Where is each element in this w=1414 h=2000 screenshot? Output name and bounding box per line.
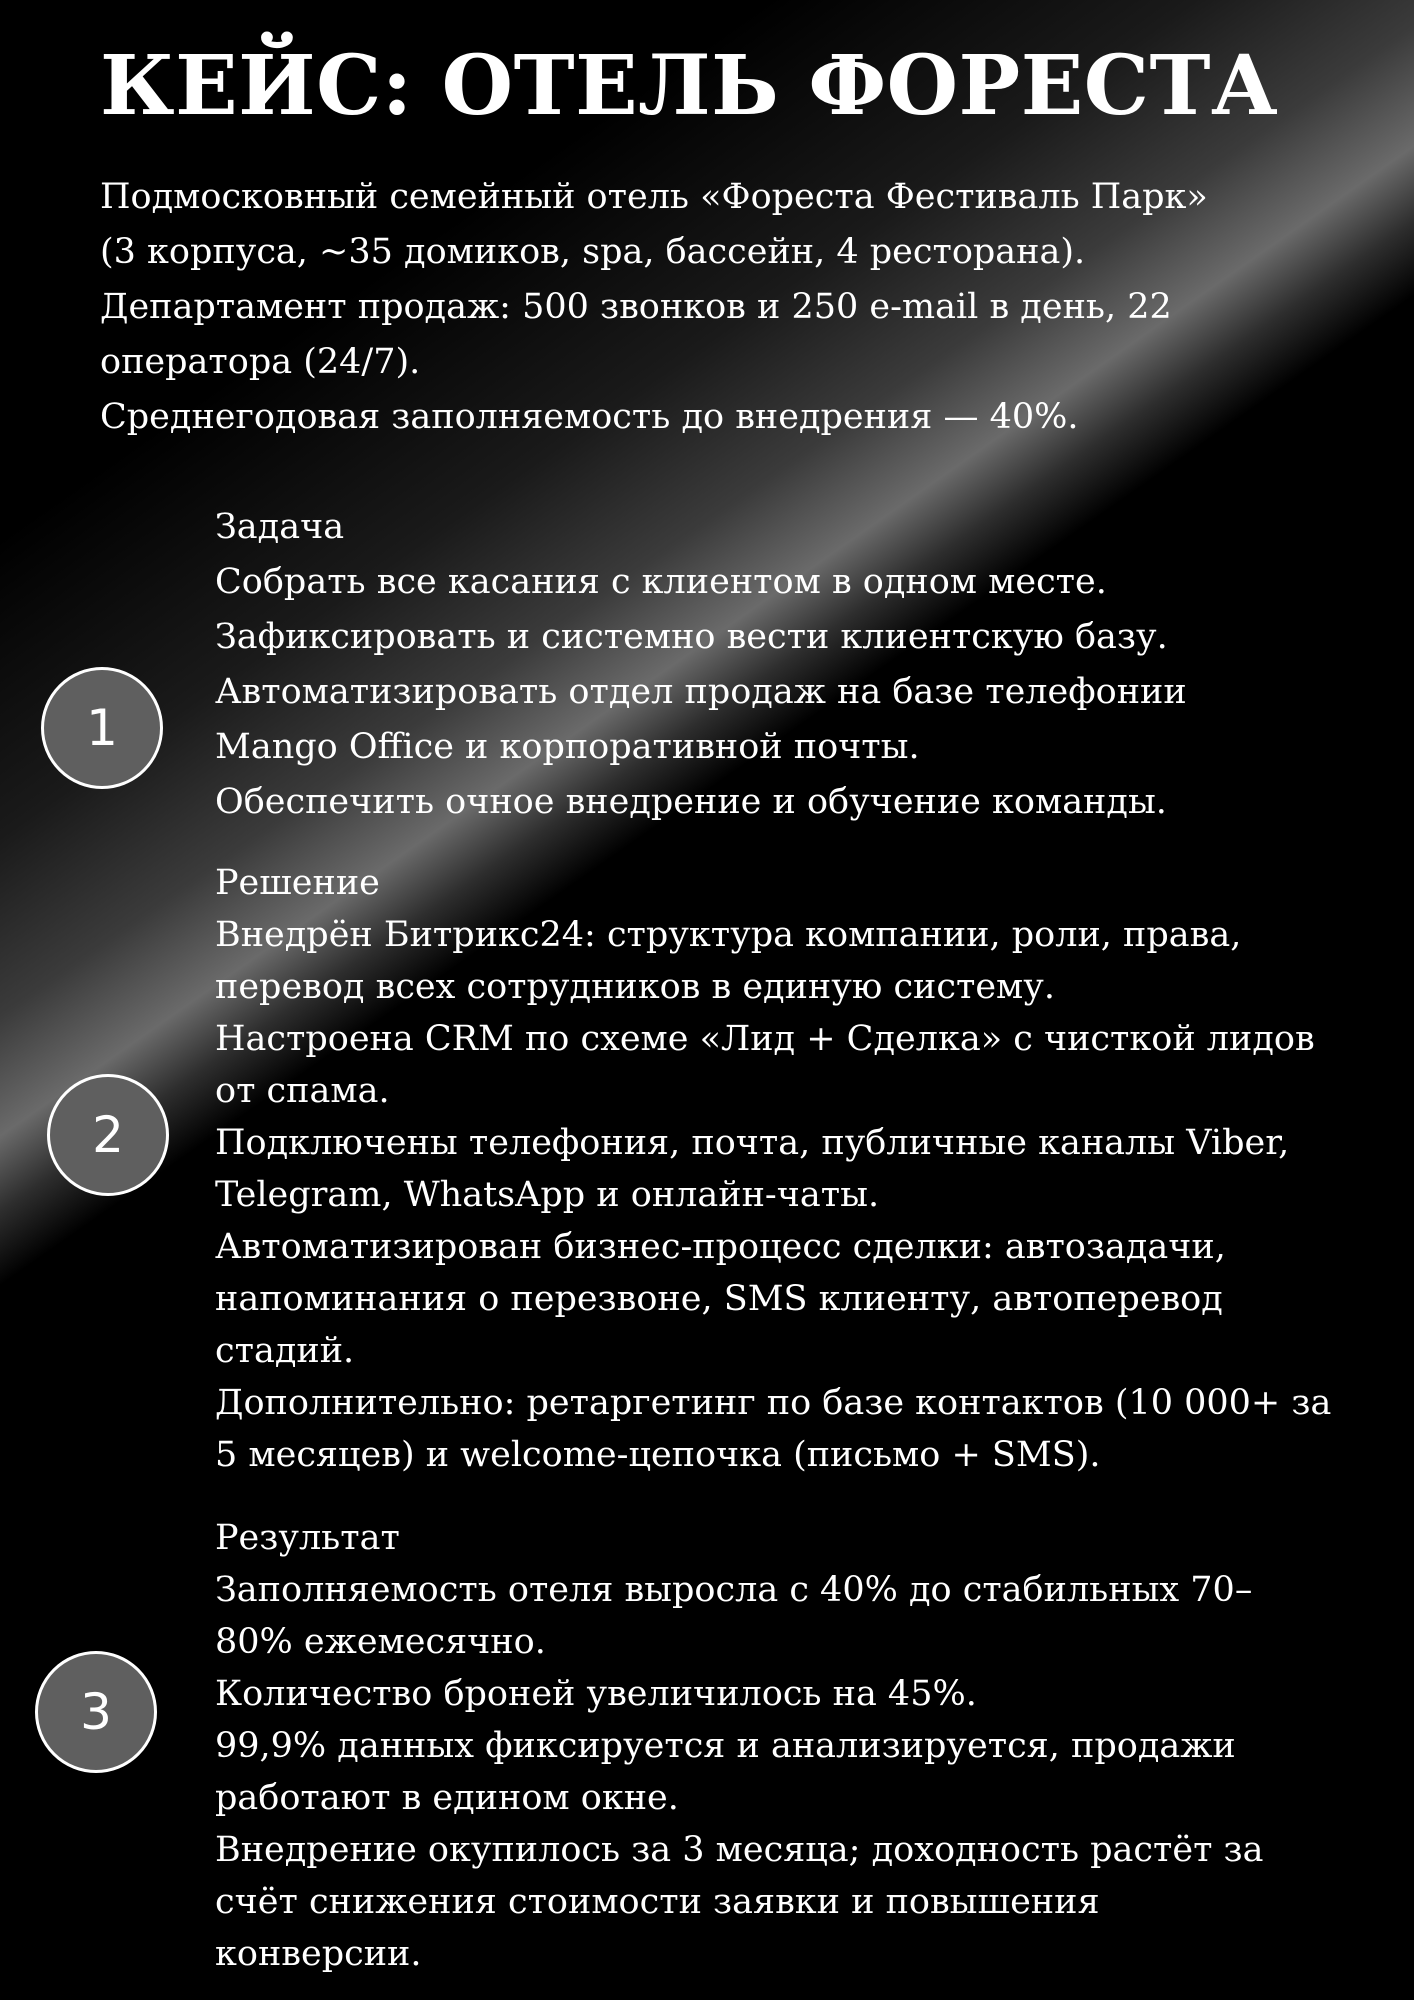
section-line: Автоматизирован бизнес-процесс сделки: автозадачи, [215,1227,1226,1267]
step-number-badge: 1 [41,667,163,789]
section-heading: Решение [215,863,380,903]
section-line: конверсии. [215,1934,422,1974]
section-line: работают в едином окне. [215,1778,679,1818]
intro-paragraph [100,170,1340,445]
intro-line: Среднегодовая заполняемость до внедрения — 40%. [100,397,1079,437]
section-line: от спама. [215,1071,390,1111]
section-line: 80% ежемесячно. [215,1622,546,1662]
section-line: Внедрён Битрикс24: структура компании, роли, права, [215,915,1242,955]
section-line: напоминания о перезвоне, SMS клиенту, автоперевод [215,1279,1223,1319]
task-section [215,500,1385,830]
section-line: счёт снижения стоимости заявки и повышения [215,1882,1100,1922]
section-line: Собрать все касания с клиентом в одном месте. [215,562,1107,602]
step-number-badge: 3 [35,1651,157,1773]
section-heading: Результат [215,1518,400,1558]
intro-line: (3 корпуса, ~35 домиков, spa, бассейн, 4 ресторана). [100,232,1086,272]
section-line: Автоматизировать отдел продаж на базе телефонии [215,672,1187,712]
section-line: Подключены телефония, почта, публичные каналы Viber, [215,1123,1290,1163]
section-line: Количество броней увеличилось на 45%. [215,1674,977,1714]
intro-line: Департамент продаж: 500 звонков и 250 e-mail в день, 22 [100,287,1172,327]
section-line: Обеспечить очное внедрение и обучение команды. [215,782,1167,822]
section-line: 99,9% данных фиксируется и анализируется, продажи [215,1726,1236,1766]
solution-section [215,857,1385,1481]
section-line: перевод всех сотрудников в единую систему. [215,967,1055,1007]
section-line: 5 месяцев) и welcome-цепочка (письмо + SMS). [215,1435,1101,1475]
section-line: Заполняемость отеля выросла с 40% до стабильных 70– [215,1570,1253,1610]
section-line: Дополнительно: ретаргетинг по базе контактов (10 000+ за [215,1383,1332,1423]
result-section [215,1512,1385,1980]
section-line: Mango Office и корпоративной почты. [215,727,920,767]
page-title: КЕЙС: ОТЕЛЬ ФОРЕСТА [100,38,1279,134]
section-line: Настроена CRM по схеме «Лид + Сделка» с чисткой лидов [215,1019,1315,1059]
section-heading: Задача [215,507,345,547]
section-line: Telegram, WhatsApp и онлайн-чаты. [215,1175,880,1215]
intro-line: оператора (24/7). [100,342,421,382]
intro-line: Подмосковный семейный отель «Фореста Фестиваль Парк» [100,177,1208,217]
section-line: стадий. [215,1331,355,1371]
section-line: Внедрение окупилось за 3 месяца; доходность растёт за [215,1830,1264,1870]
section-line: Зафиксировать и системно вести клиентскую базу. [215,617,1168,657]
step-number-badge: 2 [47,1074,169,1196]
